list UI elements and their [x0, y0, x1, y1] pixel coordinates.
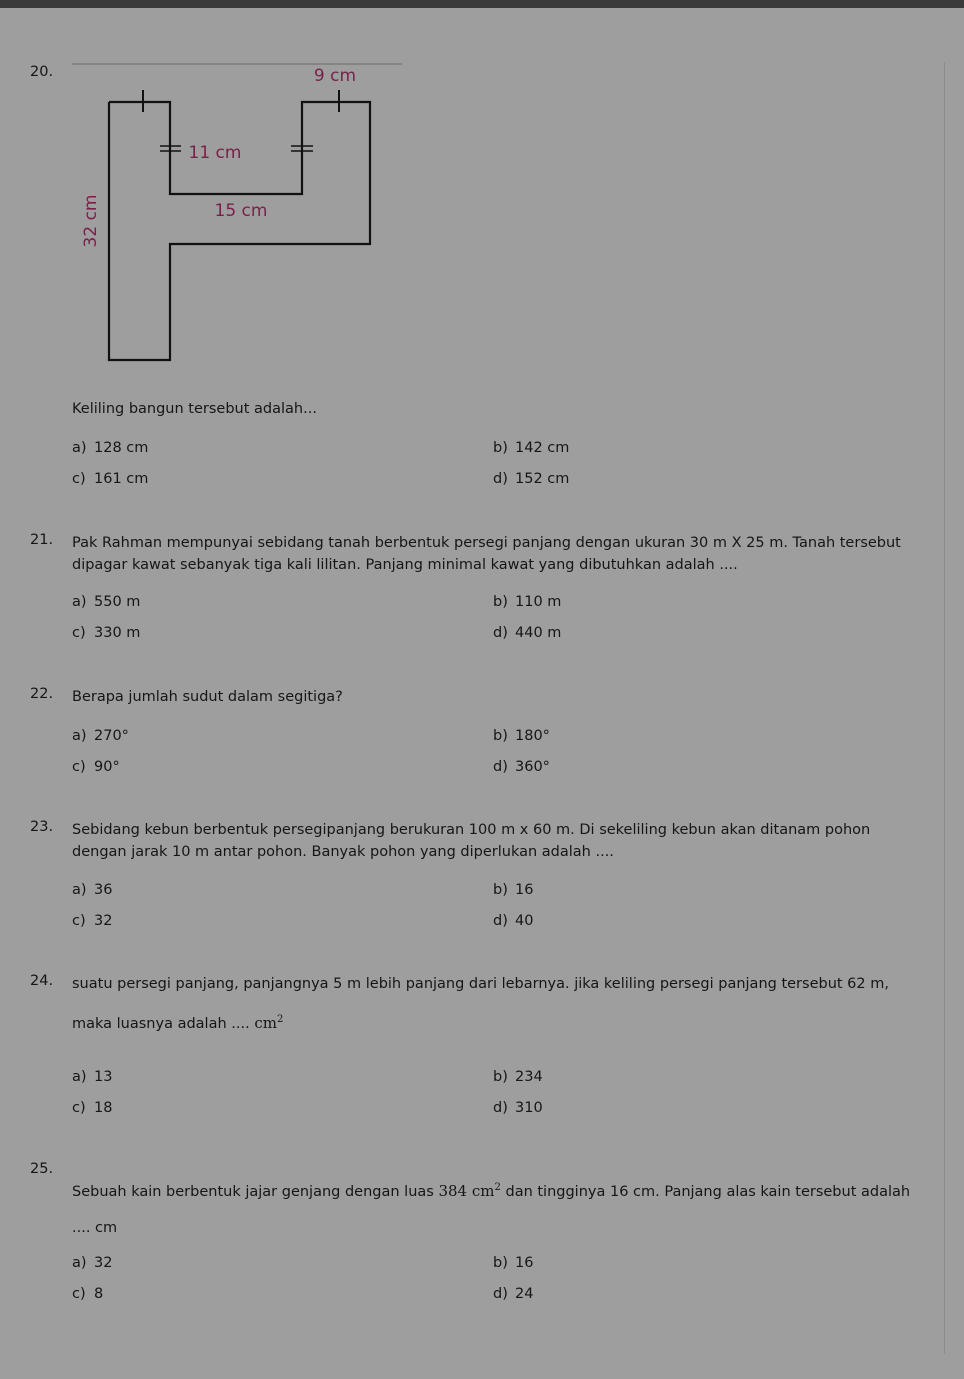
question-line: suatu persegi panjang, panjangnya 5 m lebih panjang dari lebarnya. jika keliling persegi panjang tersebut 62 m, [72, 976, 889, 992]
option-c[interactable]: c) 161 cm [72, 471, 149, 487]
option-b[interactable]: b) 16 [493, 1255, 534, 1271]
unit-cm2: $cm^2$ [254, 1014, 284, 1032]
option-d[interactable]: d) 152 cm [493, 471, 570, 487]
option-b[interactable]: b) 234 [493, 1069, 543, 1085]
right-margin-rule [944, 62, 945, 1354]
option-a[interactable]: a) 36 [72, 882, 113, 898]
label-9cm: 9 cm [313, 66, 357, 86]
top-bar [0, 0, 964, 8]
question-line: .... cm [72, 1220, 118, 1236]
option-d[interactable]: d) 360° [493, 759, 550, 775]
question-number: 23. [30, 819, 54, 835]
question-text [72, 686, 912, 708]
option-d[interactable]: d) 24 [493, 1286, 534, 1302]
option-d[interactable]: d) 440 m [493, 625, 562, 641]
question-line: maka luasnya adalah .... $cm^2$ [72, 1014, 284, 1032]
question-number: 25. [30, 1161, 54, 1177]
option-c[interactable]: c) 330 m [72, 625, 141, 641]
question-text [72, 819, 912, 863]
option-b[interactable]: b) 142 cm [493, 440, 570, 456]
option-a[interactable]: a) 32 [72, 1255, 113, 1271]
question-number: 24. [30, 973, 54, 989]
question-line: Pak Rahman mempunyai sebidang tanah berbentuk persegi panjang dengan ukuran 30 m X 25 m. Tanah tersebut [72, 535, 901, 551]
question-line: Berapa jumlah sudut dalam segitiga? [72, 689, 343, 705]
option-c[interactable]: c) 32 [72, 913, 113, 929]
option-a[interactable]: a) 270° [72, 728, 129, 744]
label-11cm: 11 cm [188, 143, 242, 163]
question-text [72, 1177, 912, 1239]
label-32cm: 32 cm [81, 194, 101, 248]
option-c[interactable]: c) 8 [72, 1286, 104, 1302]
option-d[interactable]: d) 310 [493, 1100, 543, 1116]
option-c[interactable]: c) 18 [72, 1100, 113, 1116]
option-b[interactable]: b) 16 [493, 882, 534, 898]
option-c[interactable]: c) 90° [72, 759, 120, 775]
option-a[interactable]: a) 13 [72, 1069, 113, 1085]
option-b[interactable]: b) 180° [493, 728, 550, 744]
option-b[interactable]: b) 110 m [493, 594, 562, 610]
area-value: 384 $cm^2$ [438, 1182, 501, 1200]
question-line: dengan jarak 10 m antar pohon. Banyak pohon yang diperlukan adalah .... [72, 844, 614, 860]
question-line: Sebidang kebun berbentuk persegipanjang berukuran 100 m x 60 m. Di sekeliling kebun akan ditanam pohon [72, 822, 871, 838]
option-a[interactable]: a) 550 m [72, 594, 141, 610]
question-line: Sebuah kain berbentuk jajar genjang dengan luas 384 $cm^2$ dan tingginya 16 cm. Panjang alas kain tersebut adalah [72, 1182, 911, 1200]
question-line: dipagar kawat sebanyak tiga kali lilitan. Panjang minimal kawat yang dibutuhkan adalah .... [72, 557, 738, 573]
question-text [72, 532, 912, 576]
option-a[interactable]: a) 128 cm [72, 440, 149, 456]
shape-outline [109, 102, 370, 360]
shape-figure [60, 58, 420, 368]
question-number: 22. [30, 686, 54, 702]
question-prompt: Keliling bangun tersebut adalah... [72, 401, 317, 417]
question-number: 20. [30, 64, 54, 80]
option-d[interactable]: d) 40 [493, 913, 534, 929]
question-text [72, 973, 912, 1035]
question-number: 21. [30, 532, 54, 548]
label-15cm: 15 cm [214, 201, 268, 221]
